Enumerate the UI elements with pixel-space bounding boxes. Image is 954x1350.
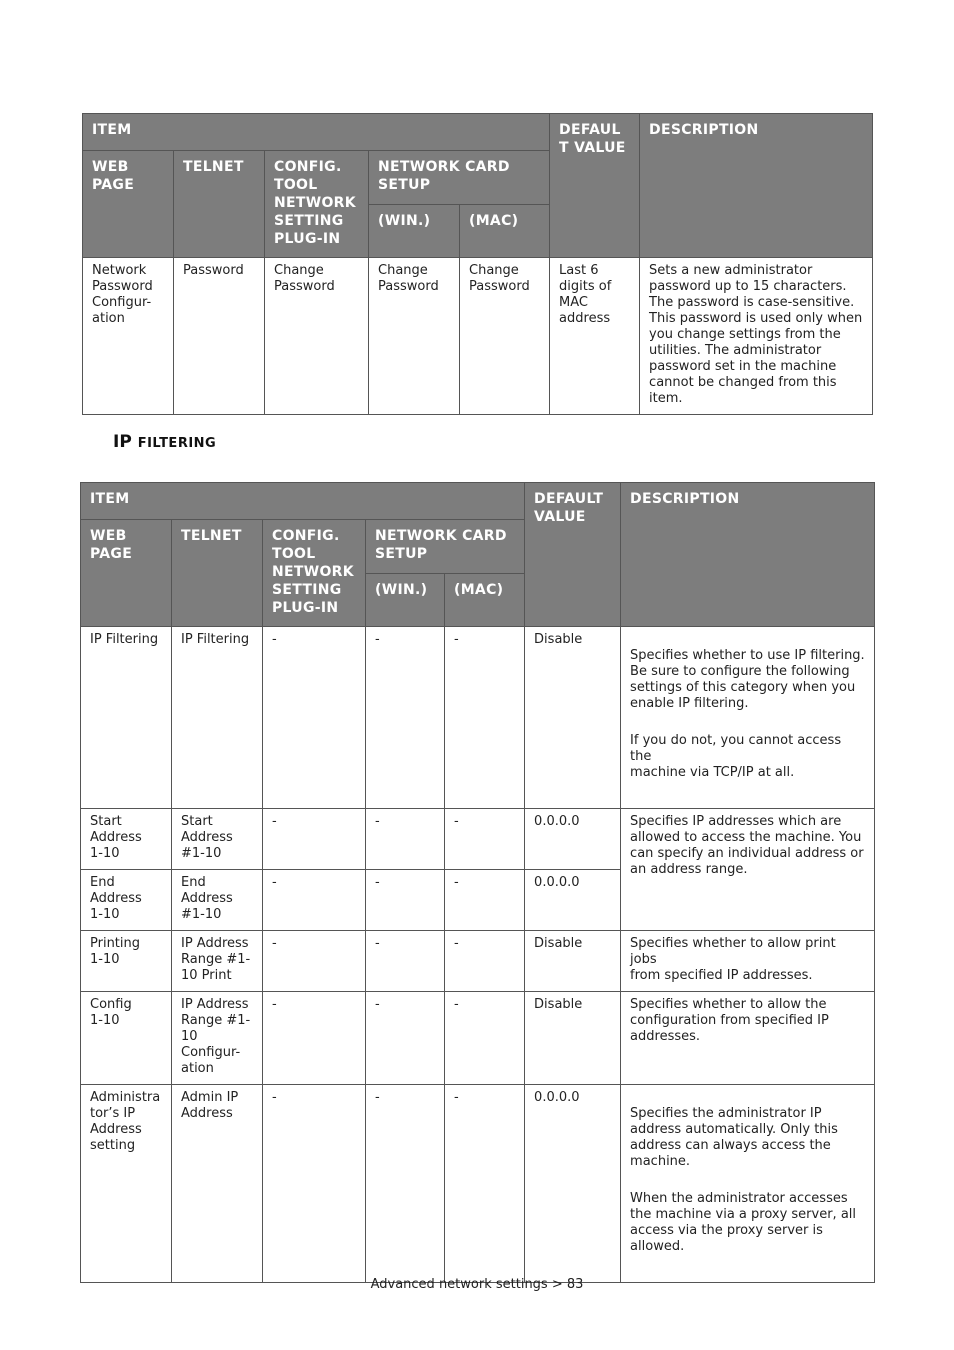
cell-mac: - [445, 809, 525, 870]
description-paragraph: Specifies the administrator IP address automatically. Only this address can always access the machine. [630, 1106, 838, 1169]
cell-default-value: Last 6 digits of MAC address [550, 258, 640, 415]
cell-web-page: IP Filtering [81, 627, 172, 809]
cell-telnet: End Address #1-10 [172, 870, 263, 931]
cell-telnet: IP Address Range #1- 10 Configur- ation [172, 992, 263, 1085]
header-telnet: TELNET [172, 520, 263, 627]
cell-telnet: IP Address Range #1- 10 Print [172, 931, 263, 992]
cell-mac: - [445, 627, 525, 809]
header-network-card-setup: NETWORK CARD SETUP [366, 520, 525, 574]
header-default-value: DEFAULT VALUE [525, 483, 621, 627]
cell-config-tool: - [263, 627, 366, 809]
description-paragraph: When the administrator accesses the machine via a proxy server, all access via the proxy server is allowed. [630, 1191, 857, 1254]
cell-description: Specifies whether to allow print jobs from specified IP addresses. [621, 931, 875, 992]
header-config-tool: CONFIG. TOOL NETWORK SETTING PLUG-IN [265, 151, 369, 258]
description-paragraph: If you do not, you cannot access the machine via TCP/IP at all. [630, 733, 842, 780]
password-settings-table [82, 113, 873, 415]
cell-description: Specifies whether to allow the configuration from specified IP addresses. [621, 992, 875, 1085]
cell-config-tool: - [263, 992, 366, 1085]
header-item: ITEM [83, 114, 550, 151]
cell-mac: - [445, 1085, 525, 1283]
cell-default-value: Disable [525, 627, 621, 809]
cell-web-page: Network Password Configur- ation [83, 258, 174, 415]
header-telnet: TELNET [174, 151, 265, 258]
cell-win: - [366, 627, 445, 809]
cell-win: - [366, 1085, 445, 1283]
cell-web-page: Administra tor’s IP Address setting [81, 1085, 172, 1283]
header-win: (WIN.) [366, 574, 445, 627]
cell-description [621, 627, 875, 809]
section-heading-sub: FILTERING [137, 436, 217, 451]
cell-win: - [366, 992, 445, 1085]
header-config-tool: CONFIG. TOOL NETWORK SETTING PLUG-IN [263, 520, 366, 627]
section-heading-main: IP [113, 432, 132, 452]
table-row [83, 258, 873, 415]
cell-default-value: 0.0.0.0 [525, 809, 621, 870]
cell-default-value: Disable [525, 992, 621, 1085]
cell-web-page: Config 1-10 [81, 992, 172, 1085]
page-footer: Advanced network settings > 83 [370, 1277, 584, 1292]
header-network-card-setup: NETWORK CARD SETUP [369, 151, 550, 205]
cell-web-page: End Address 1-10 [81, 870, 172, 931]
cell-default-value: 0.0.0.0 [525, 870, 621, 931]
description-paragraph: Specifies whether to use IP filtering. Be sure to configure the following settings of this category when you enable IP filtering. [630, 648, 865, 711]
cell-mac: - [445, 931, 525, 992]
header-mac: (MAC) [460, 205, 550, 258]
header-default-value: DEFAUL T VALUE [550, 114, 640, 258]
header-description: DESCRIPTION [640, 114, 873, 258]
cell-description: Specifies IP addresses which are allowed to access the machine. You can specify an individual address or an address range. [621, 809, 875, 931]
cell-description: Sets a new administrator password up to 15 characters. The password is case-sensitive. This password is used only when you change settings from the utilities. The administrator password set in the machine cannot be changed from this item. [640, 258, 873, 415]
cell-config-tool: - [263, 809, 366, 870]
cell-config-tool: - [263, 870, 366, 931]
cell-telnet: Admin IP Address [172, 1085, 263, 1283]
table-row [81, 809, 875, 870]
cell-config-tool: - [263, 1085, 366, 1283]
cell-telnet: Password [174, 258, 265, 415]
cell-config-tool: - [263, 931, 366, 992]
cell-telnet: IP Filtering [172, 627, 263, 809]
cell-web-page: Printing 1-10 [81, 931, 172, 992]
cell-win: - [366, 931, 445, 992]
cell-config-tool: Change Password [265, 258, 369, 415]
table-row [81, 627, 875, 809]
cell-telnet: Start Address #1-10 [172, 809, 263, 870]
cell-mac: - [445, 992, 525, 1085]
cell-description [621, 1085, 875, 1283]
cell-default-value: 0.0.0.0 [525, 1085, 621, 1283]
ip-filtering-table [80, 482, 875, 1283]
table-row [81, 992, 875, 1085]
header-web-page: WEB PAGE [81, 520, 172, 627]
header-mac: (MAC) [445, 574, 525, 627]
cell-win: Change Password [369, 258, 460, 415]
cell-win: - [366, 809, 445, 870]
header-win: (WIN.) [369, 205, 460, 258]
section-heading [113, 432, 216, 452]
cell-win: - [366, 870, 445, 931]
cell-mac: Change Password [460, 258, 550, 415]
header-description: DESCRIPTION [621, 483, 875, 627]
cell-web-page: Start Address 1-10 [81, 809, 172, 870]
table-row [81, 1085, 875, 1283]
table-row [81, 931, 875, 992]
cell-default-value: Disable [525, 931, 621, 992]
header-web-page: WEB PAGE [83, 151, 174, 258]
header-item: ITEM [81, 483, 525, 520]
cell-mac: - [445, 870, 525, 931]
